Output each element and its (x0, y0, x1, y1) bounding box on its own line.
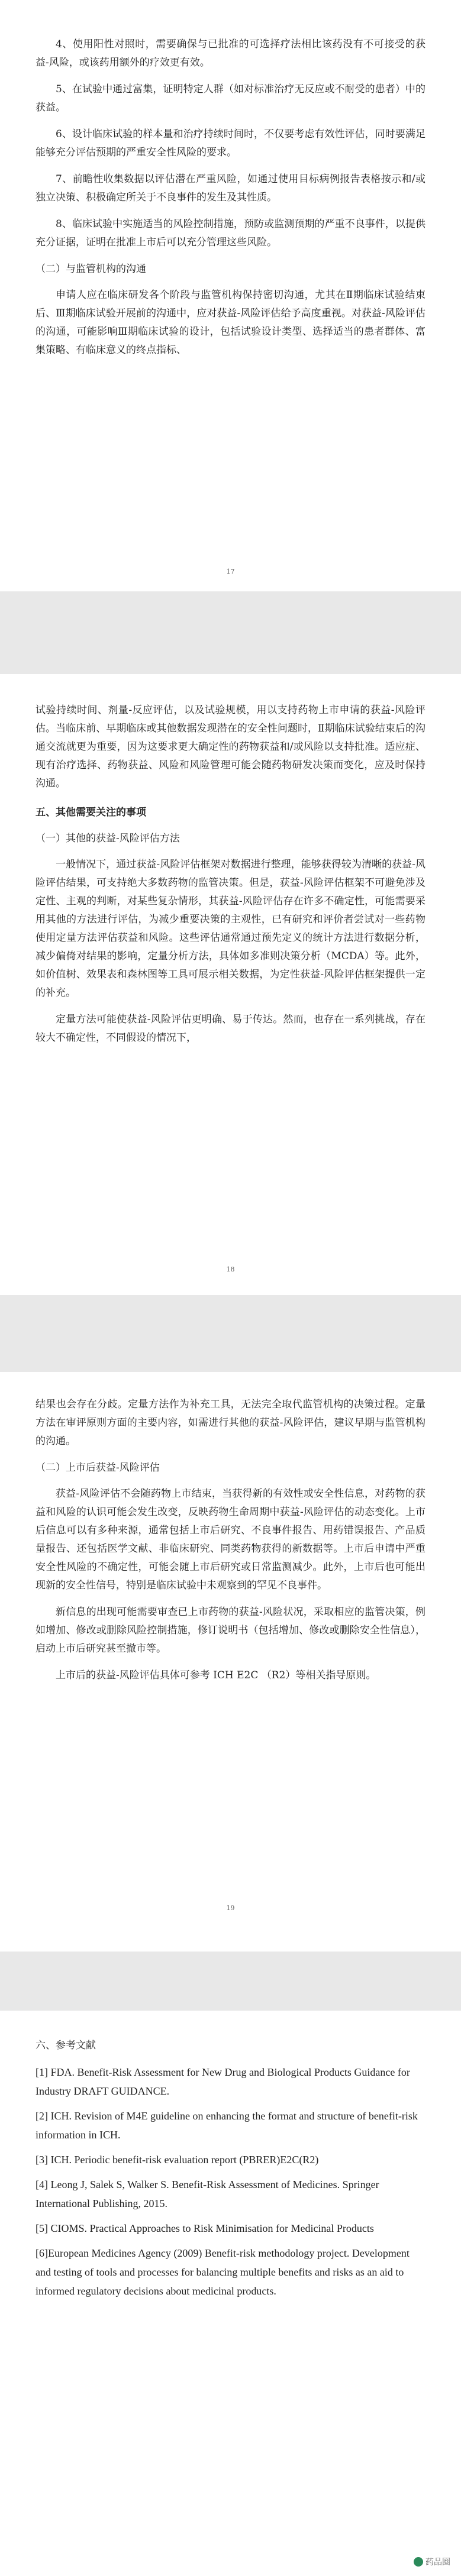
paragraph: 申请人应在临床研发各个阶段与监管机构保持密切沟通，尤其在Ⅱ期临床试验结束后、Ⅲ期临床试验开展前的沟通中，应对获益-风险评估给予高度重视。对获益-风险评估的沟通，可能影响Ⅲ期临床试验的设计，包括试验设计类型、选择适当的患者群体、富集策略、有临床意义的终点指标、 (36, 289, 425, 356)
paragraph: 5、在试验中通过富集，证明特定人群（如对标准治疗无反应或不耐受的患者）中的获益。 (36, 83, 425, 114)
document-page-19 (0, 1372, 461, 1952)
reference-item: [1] FDA. Benefit-Risk Assessment for New Drug and Biological Products Guidance for Industry DRAFT GUIDANCE. (36, 2066, 410, 2097)
paragraph: 一般情况下，通过获益-风险评估框架对数据进行整理，能够获得较为清晰的获益-风险评估结果，可支持绝大多数药物的监管决策。但是，获益-风险评估框架不可避免涉及定性、主观的判断，对某些复杂情形，其获益-风险评估存在许多不确定性，可能需要采用其他的方法进行评估，为减少重要决策的主观性，已有研究和评价者尝试对一些药物使用定量方法评估获益和风险。这些评估通常通过预先定义的统计方法进行数据分析，减少偏倚对结果的影响，定量分析方法，具体如多准则决策分析（MCDA）等。此外，如价值树、效果表和森林图等工具可展示相关数据，为定性获益-风险评估框架提供一定的补充。 (36, 859, 425, 999)
page-number: 18 (226, 1266, 235, 1273)
subsection-heading: （二）上市后获益-风险评估 (36, 1462, 160, 1474)
page-number: 17 (226, 568, 235, 575)
reference-item: [4] Leong J, Salek S, Walker S. Benefit-Risk Assessment of Medicines. Springer International Publishing, 2015. (36, 2179, 379, 2209)
paragraph: 定量方法可能使获益-风险评估更明确、易于传达。然而，也存在一系列挑战，存在较大不确定性，不同假设的情况下， (36, 1014, 425, 1044)
reference-item: [3] ICH. Periodic benefit-risk evaluation report (PBRER)E2C(R2) (36, 2154, 319, 2166)
document-page-18 (0, 674, 461, 1295)
page-number: 19 (226, 1904, 235, 1912)
paragraph: 上市后的获益-风险评估具体可参考 ICH E2C （R2）等相关指导原则。 (56, 1669, 376, 1681)
reference-item: [6]European Medicines Agency (2009) Benefit-risk methodology project. Development and testing of tools and processes for balancing multiple benefits and risks as an aid to informed regulatory decisions about medicinal products. (36, 2247, 410, 2297)
watermark (414, 2556, 450, 2568)
paragraph: 获益-风险评估不会随药物上市结束，当获得新的有效性或安全性信息，对药物的获益和风险的认识可能会发生改变，反映药物生命周期中获益-风险评估的动态变化。上市后信息可以有多种来源，通常包括上市后研究、不良事件报告、用药错误报告、产品质量报告、还包括医学文献、非临床研究、同类药物获得的新数据等。上市后申请中严重安全性风险的不确定性，可能会随上市后研究或日常监测减少。此外，上市后也可能出现新的安全性信号，特别是临床试验中未观察到的罕见不良事件。 (36, 1488, 425, 1591)
document-page-references (0, 2011, 461, 2576)
paragraph: 新信息的出现可能需要审查已上市药物的获益-风险状况，采取相应的监管决策，例如增加、修改或删除风险控制措施，修订说明书（包括增加、修改或删除安全性信息），启动上市后研究甚至撤市等。 (36, 1606, 425, 1655)
paragraph: 试验持续时间、剂量-反应评估，以及试验规模，用以支持药物上市申请的获益-风险评估。当临床前、早期临床或其他数据发现潜在的安全性问题时，Ⅱ期临床试验结束后的沟通交流就更为重要，因为这要求更大确定性的药物获益和/或风险以支持批准。适应症、现有治疗选择、药物获益、风险和风险管理可能会随药物研发决策而变化，应及时保持沟通。 (36, 704, 425, 789)
page-separator (0, 591, 461, 674)
paragraph: 7、前瞻性收集数据以评估潜在严重风险，如通过使用目标病例报告表格按示和/或独立决策、积极确定所关于不良事件的发生及其性质。 (36, 173, 425, 203)
paragraph: 4、使用阳性对照时，需要确保与已批准的可选择疗法相比该药没有不可接受的获益-风险，或该药用额外的疗效更有效。 (36, 38, 425, 69)
document-page-17 (0, 0, 461, 591)
reference-item: [5] CIOMS. Practical Approaches to Risk Minimisation for Medicinal Products (36, 2222, 374, 2234)
paragraph: 结果也会存在分歧。定量方法作为补充工具，无法完全取代监管机构的决策过程。定量方法在审评原则方面的主要内容，如需进行其他的获益-风险评估，建议早期与监管机构的沟通。 (36, 1399, 425, 1447)
watermark-text: 药品圈 (425, 2558, 450, 2567)
page-separator (0, 1952, 461, 2011)
subsection-heading: （一）其他的获益-风险评估方法 (36, 833, 180, 844)
section-heading: （二）与监管机构的沟通 (36, 263, 146, 275)
reference-item: [2] ICH. Revision of M4E guideline on enhancing the format and structure of benefit-risk information in ICH. (36, 2110, 418, 2141)
paragraph: 6、设计临床试验的样本量和治疗持续时间时，不仅要考虑有效性评估，同时要满足能够充分评估预期的严重安全性风险的要求。 (36, 128, 425, 158)
page-separator (0, 1295, 461, 1372)
references-heading: 六、参考文献 (36, 2040, 96, 2051)
paragraph: 8、临床试验中实施适当的风险控制措施，预防或监测预期的严重不良事件，以提供充分证据，证明在批准上市后可以充分管理这些风险。 (36, 218, 425, 248)
section-heading: 五、其他需要关注的事项 (36, 807, 146, 818)
brand-logo-icon (414, 2557, 423, 2567)
